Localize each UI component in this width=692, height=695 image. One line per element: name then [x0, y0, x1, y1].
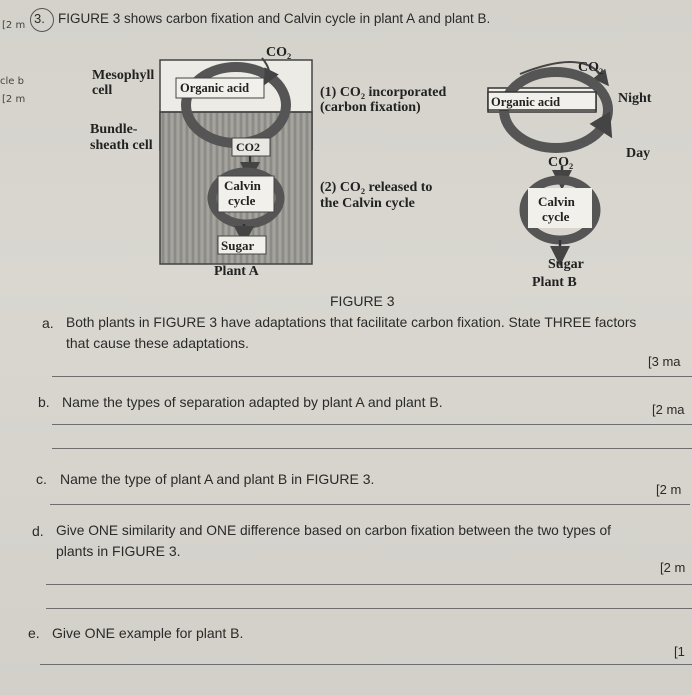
plant-a-co2-inner: CO2: [236, 140, 260, 154]
question-intro: FIGURE 3 shows carbon fixation and Calvin cycle in plant A and plant B.: [58, 11, 491, 26]
part-b-letter: b.: [38, 394, 50, 410]
bundle-sheath-label-2: sheath cell: [90, 138, 153, 153]
part-b-line1: Name the types of separation adapted by plant A and plant B.: [62, 394, 443, 410]
plant-a-co2-top: CO₂: [266, 45, 292, 60]
plant-b-organic-acid: Organic acid: [491, 95, 561, 109]
part-e-marks: [1: [674, 644, 685, 659]
plant-b-co2-mid: CO₂: [548, 155, 574, 170]
plant-a-organic-acid: Organic acid: [180, 81, 250, 95]
legend-step1-line2: (carbon fixation): [320, 100, 421, 115]
plant-a-name: Plant A: [214, 264, 259, 279]
plant-b-sugar: Sugar: [548, 257, 584, 272]
plant-b-day: Day: [626, 146, 651, 161]
answer-line: [52, 424, 692, 425]
plant-a-sugar: Sugar: [221, 238, 255, 253]
part-a-marks: [3 ma: [648, 354, 681, 369]
part-a-line1: Both plants in FIGURE 3 have adaptations that facilitate carbon fixation. State THREE factors: [66, 315, 637, 330]
answer-line: [40, 664, 692, 665]
question-number: 3.: [34, 11, 45, 26]
bundle-sheath-label-1: Bundle-: [90, 122, 138, 137]
plant-b-name: Plant B: [532, 275, 577, 290]
part-c-letter: c.: [36, 471, 47, 487]
margin-note-3: [2 m: [2, 94, 26, 105]
legend-step2-line1: (2) CO₂ released to: [320, 180, 433, 195]
answer-line: [46, 608, 692, 609]
mesophyll-label-2: cell: [92, 83, 113, 98]
figure-3-diagram: [0, 0, 692, 300]
plant-a-calvin-1: Calvin: [224, 178, 261, 193]
margin-note-2: cle b: [0, 76, 24, 87]
part-a-letter: a.: [42, 315, 54, 331]
mesophyll-label-1: Mesophyll: [92, 68, 155, 83]
answer-line: [52, 448, 692, 449]
answer-line: [46, 584, 692, 585]
part-b-marks: [2 ma: [652, 402, 685, 417]
part-d-letter: d.: [32, 523, 44, 539]
part-d-marks: [2 m: [660, 560, 686, 575]
figure-caption: FIGURE 3: [330, 293, 395, 309]
plant-b-calvin-2: cycle: [542, 209, 570, 224]
part-a-line2: that cause these adaptations.: [66, 335, 249, 351]
answer-line: [52, 376, 692, 377]
part-e-line1: Give ONE example for plant B.: [52, 625, 244, 641]
margin-note-1: [2 m: [2, 20, 26, 31]
part-e-letter: e.: [28, 625, 40, 641]
part-d-line2: plants in FIGURE 3.: [56, 543, 181, 559]
plant-b-night: Night: [618, 91, 652, 106]
plant-b-co2-top: CO₂: [578, 60, 604, 75]
answer-line: [50, 504, 690, 505]
part-c-marks: [2 m: [656, 482, 682, 497]
part-c-line1: Name the type of plant A and plant B in FIGURE 3.: [60, 471, 375, 487]
plant-a-calvin-2: cycle: [228, 193, 256, 208]
legend-step1-line1: (1) CO₂ incorporated: [320, 85, 447, 100]
plant-b-calvin-1: Calvin: [538, 194, 575, 209]
legend-step2-line2: the Calvin cycle: [320, 196, 415, 211]
part-d-line1: Give ONE similarity and ONE difference based on carbon fixation between the two types of: [56, 523, 611, 538]
